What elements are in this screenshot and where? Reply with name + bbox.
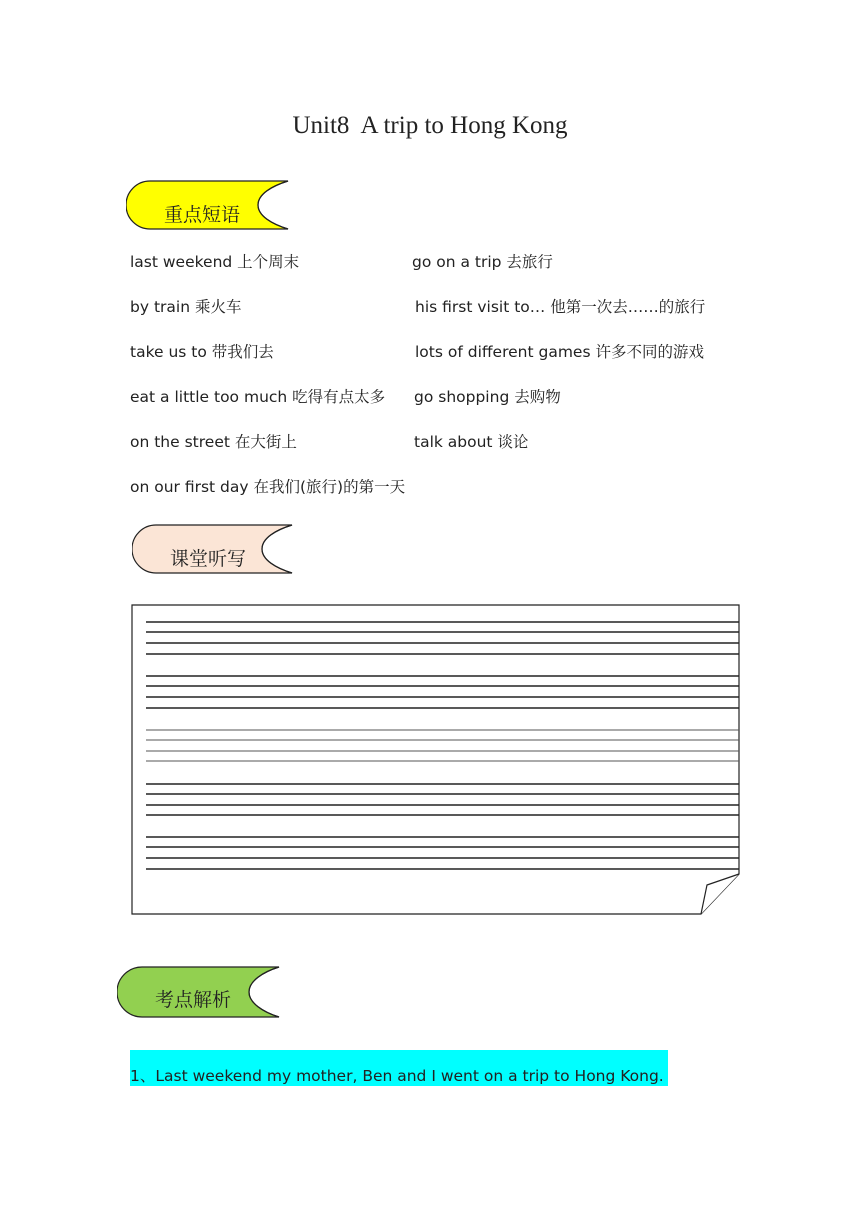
page-title: Unit8 A trip to Hong Kong	[292, 112, 568, 139]
phrase-item: go on a trip 去旅行	[412, 253, 553, 271]
phrase-item: lots of different games 许多不同的游戏	[415, 343, 704, 361]
section-tag-dictation	[132, 524, 296, 574]
phrase-item: last weekend 上个周末	[130, 253, 300, 271]
phrase-item: go shopping 去购物	[414, 388, 561, 406]
phrase-item: on our first day 在我们(旅行)的第一天	[130, 478, 406, 496]
section-tag-analysis	[117, 966, 283, 1018]
section-title: 考点解析	[155, 989, 232, 1011]
phrase-item: talk about 谈论	[414, 433, 529, 451]
phrase-item: by train 乘火车	[130, 298, 242, 316]
phrase-item: take us to 带我们去	[130, 343, 274, 361]
phrase-item: on the street 在大街上	[130, 433, 297, 451]
section-title: 重点短语	[164, 204, 241, 226]
section-tag-key-phrases	[126, 180, 292, 230]
dictation-writing-area[interactable]	[131, 604, 741, 920]
phrase-item: eat a little too much 吃得有点太多	[130, 388, 386, 406]
section-title: 课堂听写	[170, 548, 247, 570]
lined-paper	[131, 604, 741, 916]
analysis-item: 1、Last weekend my mother, Ben and I went on a trip to Hong Kong.	[130, 1067, 664, 1085]
phrase-item: his first visit to… 他第一次去……的旅行	[415, 298, 706, 316]
